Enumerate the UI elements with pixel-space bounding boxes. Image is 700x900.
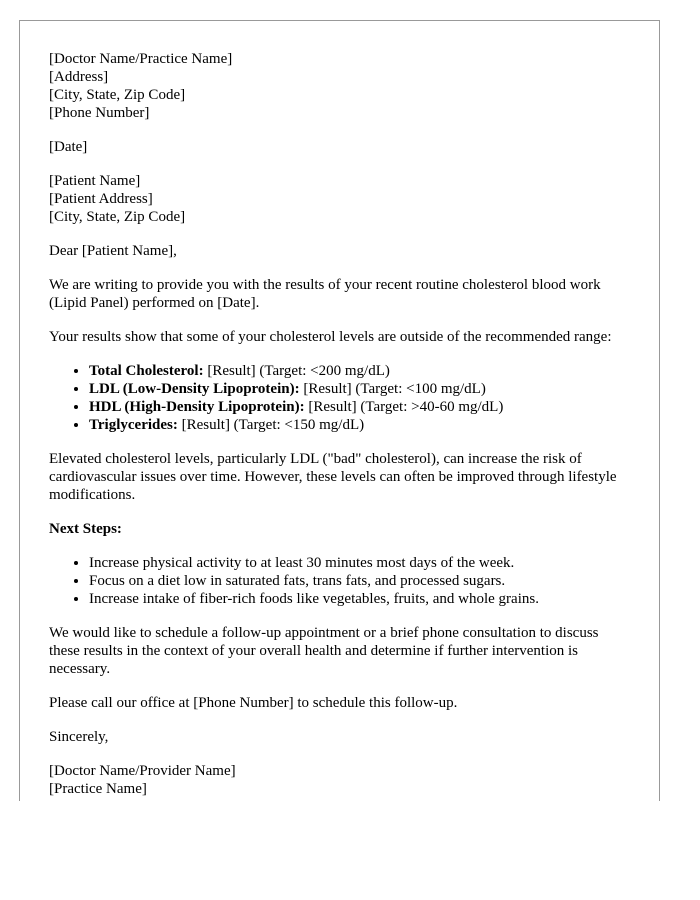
recipient-city-state-zip: [City, State, Zip Code] — [49, 209, 186, 225]
salutation: Dear [Patient Name], — [49, 243, 177, 259]
results-intro-paragraph: Your results show that some of your cholesterol levels are outside of the recommended range: — [49, 329, 612, 345]
result-item-total-cholesterol — [89, 362, 629, 380]
sender-address: [Address] — [49, 69, 109, 85]
result-value: [Result] (Target: <100 mg/dL) — [299, 381, 486, 397]
closing: Sincerely, — [49, 729, 109, 745]
next-steps-heading-text: Next Steps: — [49, 521, 122, 537]
result-item-ldl — [89, 380, 629, 398]
result-value: [Result] (Target: >40-60 mg/dL) — [304, 399, 504, 415]
recipient-name: [Patient Name] — [49, 173, 141, 189]
result-value: [Result] (Target: <200 mg/dL) — [203, 363, 390, 379]
result-value: [Result] (Target: <150 mg/dL) — [177, 417, 365, 433]
sender-city-state-zip: [City, State, Zip Code] — [49, 87, 186, 103]
result-item-triglycerides — [89, 416, 629, 434]
result-label: Triglycerides: — [89, 417, 178, 433]
explanation-paragraph: Elevated cholesterol levels, particularly LDL ("bad" cholesterol), can increase the risk of cardiovascular issues over time. However, these levels can often be improved through lifestyle modifications. — [49, 451, 617, 503]
result-item-hdl — [89, 398, 629, 416]
signature-name: [Doctor Name/Provider Name] — [49, 763, 236, 779]
signature-partial-line: [Practice Name] — [49, 781, 147, 797]
letter-page — [19, 20, 660, 801]
next-step-item: • Increase physical activity to at least 30 minutes most days of the week. — [89, 554, 629, 572]
signature-block — [49, 762, 629, 798]
sender-name: [Doctor Name/Practice Name] — [49, 51, 233, 67]
sender-block — [49, 50, 629, 122]
result-label: HDL (High-Density Lipoprotein): — [89, 399, 305, 415]
followup-paragraph: We would like to schedule a follow-up appointment or a brief phone consultation to discuss these results in the context of your overall health and determine if further intervention is necessary. — [49, 625, 599, 677]
sender-phone: [Phone Number] — [49, 105, 150, 121]
call-to-action-paragraph: Please call our office at [Phone Number] to schedule this follow-up. — [49, 695, 458, 711]
result-label: Total Cholesterol: — [89, 363, 204, 379]
next-step-item: • Increase intake of fiber-rich foods like vegetables, fruits, and whole grains. — [89, 590, 629, 608]
recipient-address: [Patient Address] — [49, 191, 153, 207]
next-steps-heading — [49, 520, 629, 538]
result-label: LDL (Low-Density Lipoprotein): — [89, 381, 300, 397]
results-list — [49, 362, 629, 434]
next-steps-list — [49, 554, 629, 608]
intro-paragraph: We are writing to provide you with the results of your recent routine cholesterol blood work (Lipid Panel) performed on [Date]. — [49, 277, 601, 311]
next-step-item: • Focus on a diet low in saturated fats, trans fats, and processed sugars. — [89, 572, 629, 590]
letter-date: [Date] — [49, 139, 88, 155]
recipient-block — [49, 172, 629, 226]
letter-content — [49, 50, 629, 801]
